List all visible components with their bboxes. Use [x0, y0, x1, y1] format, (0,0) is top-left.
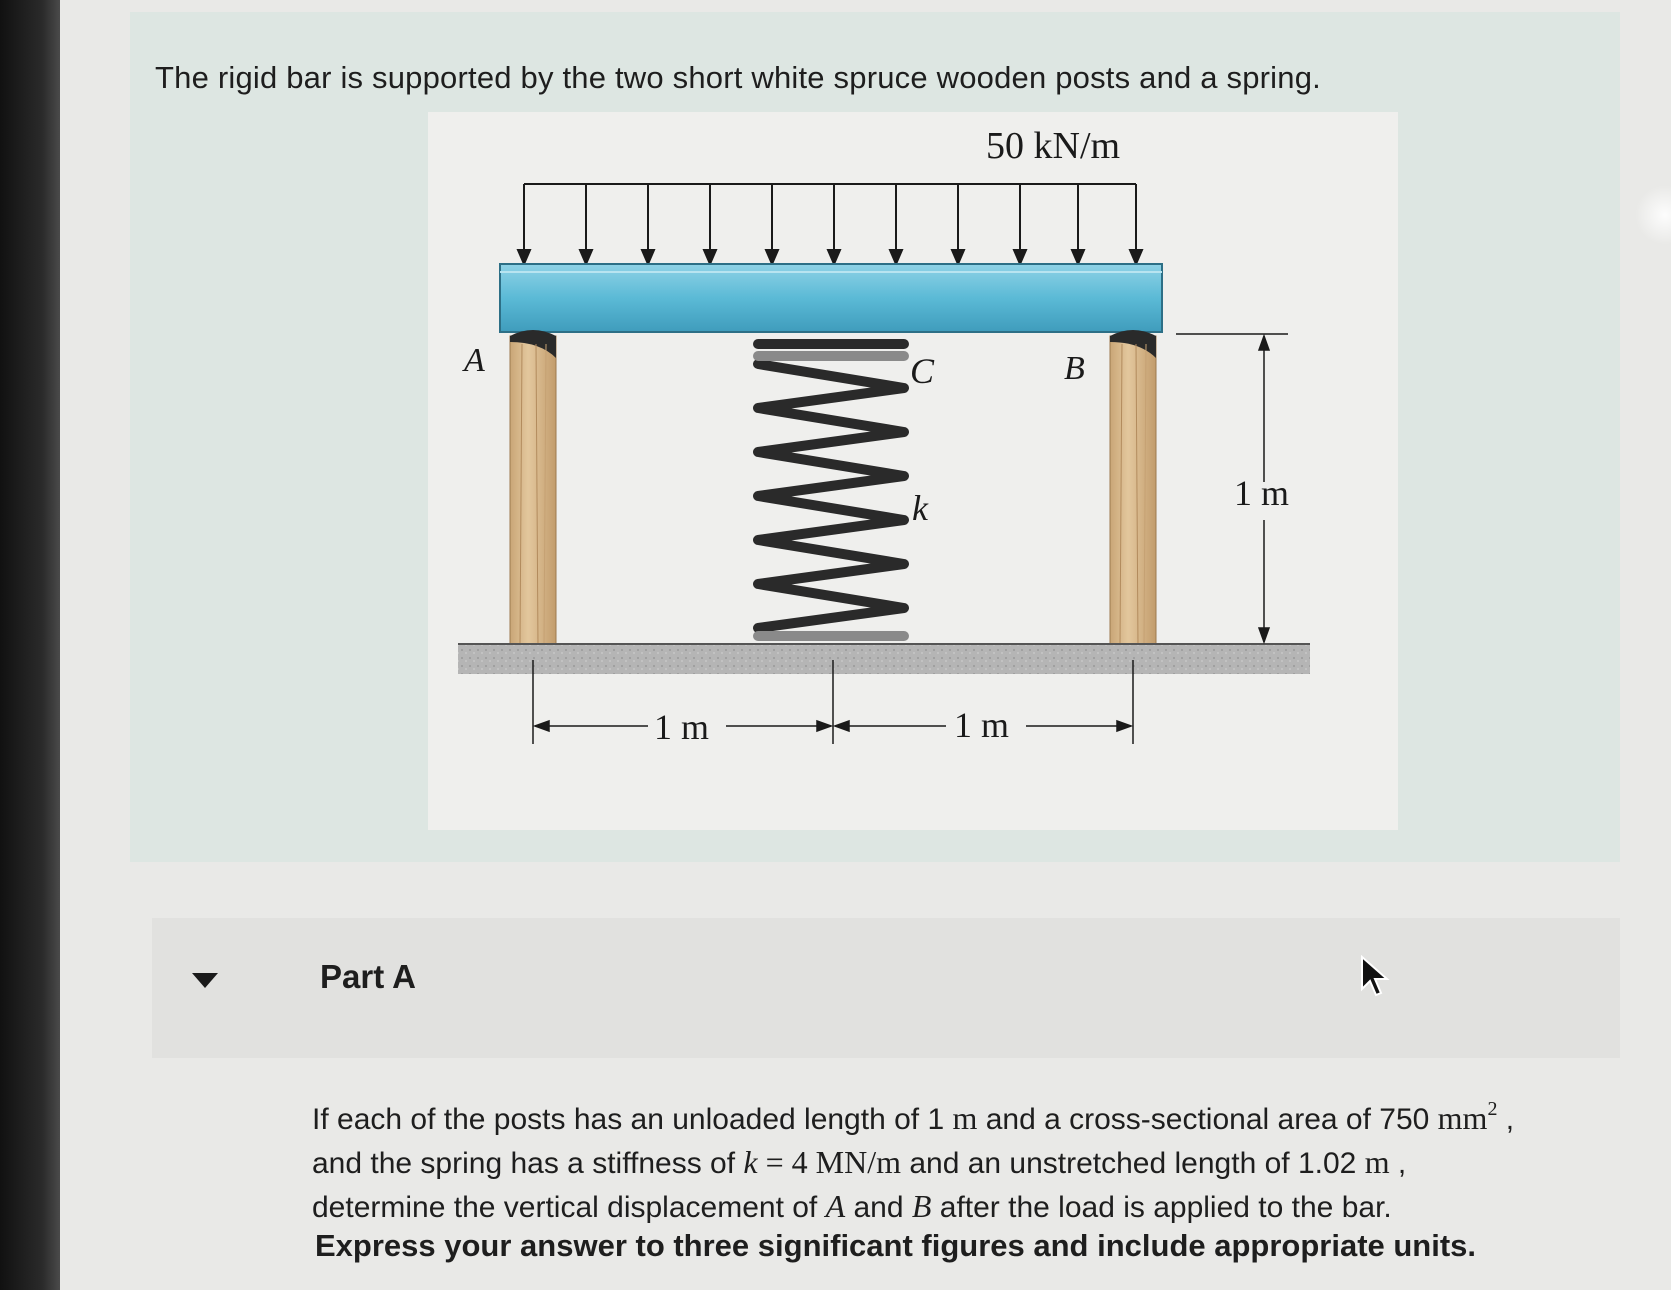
figure-drawing: [428, 112, 1398, 830]
question-line-2: [312, 1141, 1671, 1185]
question-line-1: [312, 1088, 1671, 1141]
question-text: and the spring has a stiffness of: [312, 1147, 744, 1180]
caret-down-icon[interactable]: [192, 973, 218, 988]
label-c: C: [910, 351, 935, 391]
span-left-label: 1 m: [654, 707, 710, 747]
height-label: 1 m: [1234, 473, 1290, 513]
var-k: k: [743, 1144, 758, 1180]
post-a: [510, 330, 556, 646]
post-b: [1110, 330, 1156, 646]
mouse-cursor-icon: [1360, 955, 1392, 999]
span-right-label: 1 m: [954, 705, 1010, 745]
question-text: If each of the posts has an unloaded length of 1: [312, 1103, 945, 1136]
ground: [458, 644, 1310, 674]
device-bezel: [0, 0, 60, 1290]
label-b: B: [1064, 350, 1085, 387]
question-line-3: [312, 1185, 1671, 1229]
question-text: and a cross-sectional area of 750: [977, 1103, 1430, 1136]
problem-panel: [130, 12, 1620, 862]
stiffness-value: = 4 MN/m: [757, 1144, 901, 1180]
problem-figure: [428, 112, 1398, 830]
question-text: ,: [1389, 1147, 1407, 1180]
load-label: 50 kN/m: [986, 125, 1121, 167]
question-text: and an unstretched length of 1.02: [900, 1147, 1357, 1180]
unit-exponent: 2: [1487, 1098, 1498, 1120]
screen-glare: [1635, 185, 1671, 245]
question-text: ,: [1497, 1103, 1515, 1136]
unit-mm: mm: [1437, 1100, 1488, 1136]
unit-meter: m: [1364, 1144, 1390, 1180]
unit-meter: m: [952, 1100, 978, 1136]
problem-statement: The rigid bar is supported by the two short white spruce wooden posts and a spring.: [155, 60, 1321, 95]
rigid-bar: [500, 264, 1162, 332]
var-a: A: [825, 1188, 846, 1224]
question-text: after the load is applied to the bar.: [931, 1191, 1392, 1224]
question-text: and: [845, 1191, 912, 1224]
var-b: B: [911, 1188, 932, 1224]
label-a: A: [464, 342, 485, 379]
part-a-question: [312, 1088, 1671, 1229]
question-text: determine the vertical displacement of: [312, 1191, 826, 1224]
spring: [758, 344, 904, 636]
label-k: k: [912, 488, 928, 528]
answer-instruction: Express your answer to three significant figures and include appropriate units.: [315, 1228, 1477, 1263]
part-a-header[interactable]: [152, 918, 1620, 1058]
part-a-title: Part A: [320, 958, 416, 995]
distributed-load-arrows: [518, 184, 1142, 264]
screen: [60, 0, 1671, 1290]
